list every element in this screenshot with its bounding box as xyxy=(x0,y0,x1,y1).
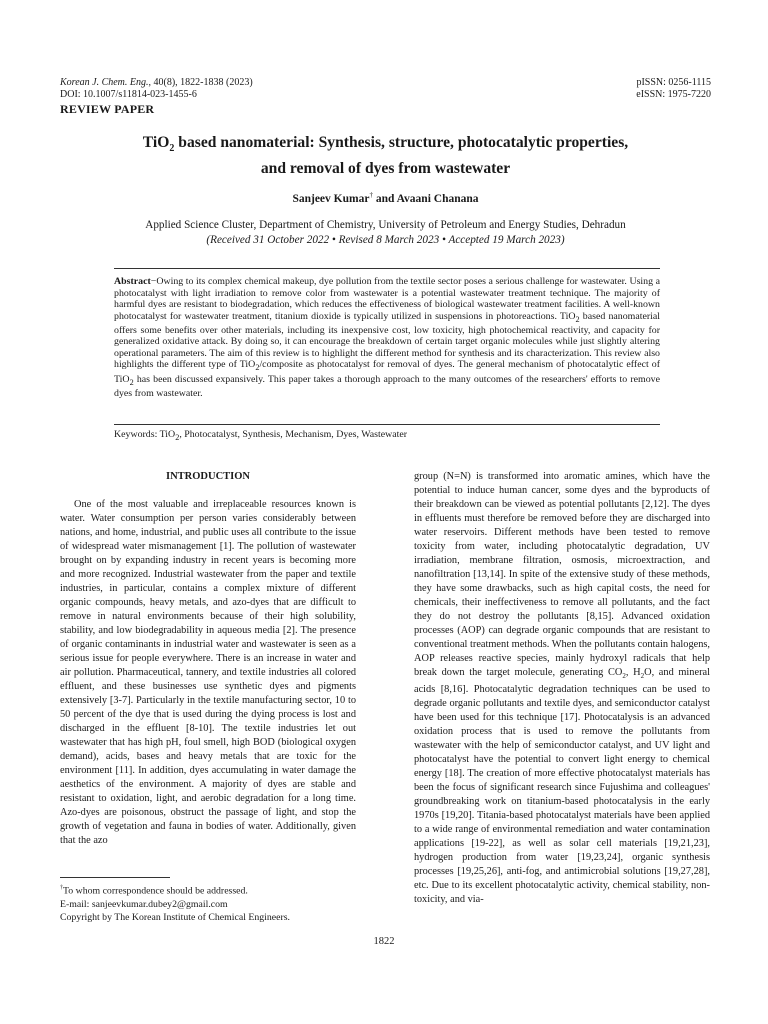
left-column xyxy=(60,470,356,848)
article-type: REVIEW PAPER xyxy=(60,102,155,116)
journal-name: Korean J. Chem. Eng., xyxy=(60,77,152,88)
title-part: based nanomaterial: Synthesis, structure, photocatalytic properties, xyxy=(174,134,629,151)
abstract-text: based nanomaterial offers some benefits over other materials, including its inexpensive cost, low toxicity, high photochemical reactivity, and capacity for generalized oxidative attack. By doing so, it can encourage the breakdown of certain target organic molecules while just slightly altering operational parameters. The aim of this review is to highlight the different method for synthesis and its characterization. This review also highlights the different type of TiO xyxy=(114,310,660,371)
title-part: TiO xyxy=(142,134,170,151)
body-text: , H xyxy=(625,667,641,678)
body-subscript: 2 xyxy=(640,672,645,681)
abstract-label: Abstract xyxy=(114,276,151,287)
keywords xyxy=(114,429,660,444)
body-subscript: 2 xyxy=(622,672,626,681)
keywords-label: Keywords: TiO xyxy=(114,429,176,440)
body-paragraph: One of the most valuable and irreplaceable resources known is water. Water consumption per person varies considerably between nations, and home, industrial, and public uses all contribute to the issue of widespread water mismanagement [1]. The pollution of wastewater brought on by expanding industry in recent years is becoming more and more recognized. Industrial wastewater from the paper and textile industries, in particular, contains a complex mixture of different organic compounds, heavy metals, and azo-dyes that are difficult to remove in natural environments because of their high solubility, stability, and low biodegradability in aqueous media [2]. The presence of organic contaminants in industrial water and wastewater is seen as a serious issue for people everywhere. There is an increase in water and air pollution. Pharmaceutical, tannery, and textile industries all colored effluent, and these businesses use synthetic dyes and pigments extensively [3-7]. Particularly in the textile manufacturing sector, 10 to 50 percent of the dye that is used during the dying process is lost and discharged in the effluent [8-10]. The textile industries let out wastewater that has high pH, foul smell, high BOD (biological oxygen demand), acids, bases and heavy metals that are toxic for the environment [11]. In addition, dyes accumulating in water damage the aesthetics of the environment. A majority of dyes are stable and resistant to oxidation, light, and aerobic degradation for a long time. Azo-dyes are poisonous, obstruct the passage of light, and stop the growth of vegetation and fauna in bodies of water. Additionally, given that the azo xyxy=(60,499,356,846)
footnote xyxy=(60,882,356,925)
footnote-mark: † xyxy=(60,885,63,891)
affiliation xyxy=(60,218,711,248)
affiliation-line: Applied Science Cluster, Department of Chemistry, University of Petroleum and Energy Studies, Dehradun xyxy=(145,219,626,231)
paper-title xyxy=(60,133,711,179)
keywords-list: , Photocatalyst, Synthesis, Mechanism, Dyes, Wastewater xyxy=(179,429,408,440)
body-paragraph xyxy=(414,470,710,907)
title-line2: and removal of dyes from wastewater xyxy=(260,160,511,178)
keywords-subscript: 2 xyxy=(175,432,180,442)
author-connector: and xyxy=(372,192,397,205)
footnote-email[interactable]: E-mail: sanjeevkumar.dubey2@gmail.com xyxy=(60,898,228,910)
abstract-subscript: 2 xyxy=(129,377,134,387)
footnote-correspondence xyxy=(60,882,356,898)
author-name: Avaani Chanana xyxy=(396,192,479,205)
title-subscript: 2 xyxy=(169,143,175,155)
abstract-text: /composite as photocatalyst for removal of dyes. The general mechanism of photocatalytic effect of TiO xyxy=(114,359,660,385)
abstract-text: has been discussed expansively. This paper takes a thorough approach to the many outcomes of the researchers' efforts to remove dyes from wastewater. xyxy=(114,373,660,400)
abstract-subscript: 2 xyxy=(255,363,260,373)
abstract-subscript: 2 xyxy=(575,314,580,324)
right-column xyxy=(414,470,710,907)
section-heading: INTRODUCTION xyxy=(165,471,250,482)
journal-citation xyxy=(60,77,253,89)
issn-block xyxy=(636,77,711,101)
abstract-divider xyxy=(114,424,660,425)
authors xyxy=(60,191,711,205)
footnote-text: To whom correspondence should be addressed. xyxy=(63,885,248,897)
pissn: pISSN: 0256-1115 xyxy=(636,77,711,88)
page-number: 1822 xyxy=(373,936,395,947)
body-text: O, and mineral acids [8,16]. Photocatalytic degradation techniques can be used to degrade organic pollutants and textile dyes, and semiconductor catalyst have been used for this technique [17]. Photocatalysis is an advanced oxidation process that is used to remove the pollutants from wastewater with the help of semiconductor catalyst, and UV light and photocatalyst have the potential to convert light energy to chemical energy [18]. The creation of more effective photocatalyst materials has been the focus of significant research since Fujushima and colleagues' groundbreaking work on titanium-based photocatalysis in the early 1970s [19,20]. Titania-based photocatalyst materials have been applied to a wide range of environmental remediation and water contamination applications [19-22], as well as solar cell materials [19,21,23], hydrogen production from water [19,23,24], organic synthesis processes [19,25,26], anti-fog, and antimicrobial solutions [19,27,28], etc. Due to its excellent photocatalytic activity, chemical stability, non-toxicity, and via- xyxy=(414,667,710,906)
doi[interactable]: DOI: 10.1007/s11814-023-1455-6 xyxy=(60,89,197,100)
abstract-text: −Owing to its complex chemical makeup, dye pollution from the textile sector poses a serious challenge for wastewater. Using a photocatalyst with light irradiation to remove color from wastewater is a potential wastewater treatment technique. The majority of harmful dyes are resistant to biodegradation, which reduces the effectiveness of biological wastewater treatment facilities. A well-known photocatalyst for wastewater treatment, titanium dioxide is typically utilized in suspensions in photoreactions. TiO xyxy=(114,276,660,322)
footnote-copyright: Copyright by The Korean Institute of Chemical Engineers. xyxy=(60,912,290,924)
body-text: group (N=N) is transformed into aromatic amines, which have the potential to induce human cancer, some dyes and the byproducts of their breakdown can be viewed as potential pollutants [2,12]. The dyes in effluents must therefore be removed before they are discharged into water reservoirs. Different methods have been tested to remove toxicity from water, including photocatalytic degradation, UV irradiation, membrane filtration, osmosis, microextraction, and nanofiltration [13,14]. In spite of the extensive study of these methods, they have some drawbacks, such as high capital costs, the need for chemicals, their ineffectiveness to remove all pollutants, and the fact they do not destroy the pollutants [8,15]. Advanced oxidation processes (AOP) can degrade organic compounds that are resistant to conventional treatment methods. When the pollutants contain halogens, AOP releases reactive species, mainly hydroxyl radicals that help break down the target molecule, generating CO xyxy=(414,471,710,678)
eissn: eISSN: 1975-7220 xyxy=(636,89,711,100)
author-name: Sanjeev Kumar xyxy=(292,192,370,205)
corresponding-mark: † xyxy=(369,191,373,199)
footnote-divider xyxy=(60,877,170,878)
volume-pages: 40(8), 1822-1838 (2023) xyxy=(151,77,253,88)
abstract xyxy=(114,268,660,400)
journal-header xyxy=(60,77,253,101)
history-dates: (Received 31 October 2022 • Revised 8 March 2023 • Accepted 19 March 2023) xyxy=(206,234,565,246)
